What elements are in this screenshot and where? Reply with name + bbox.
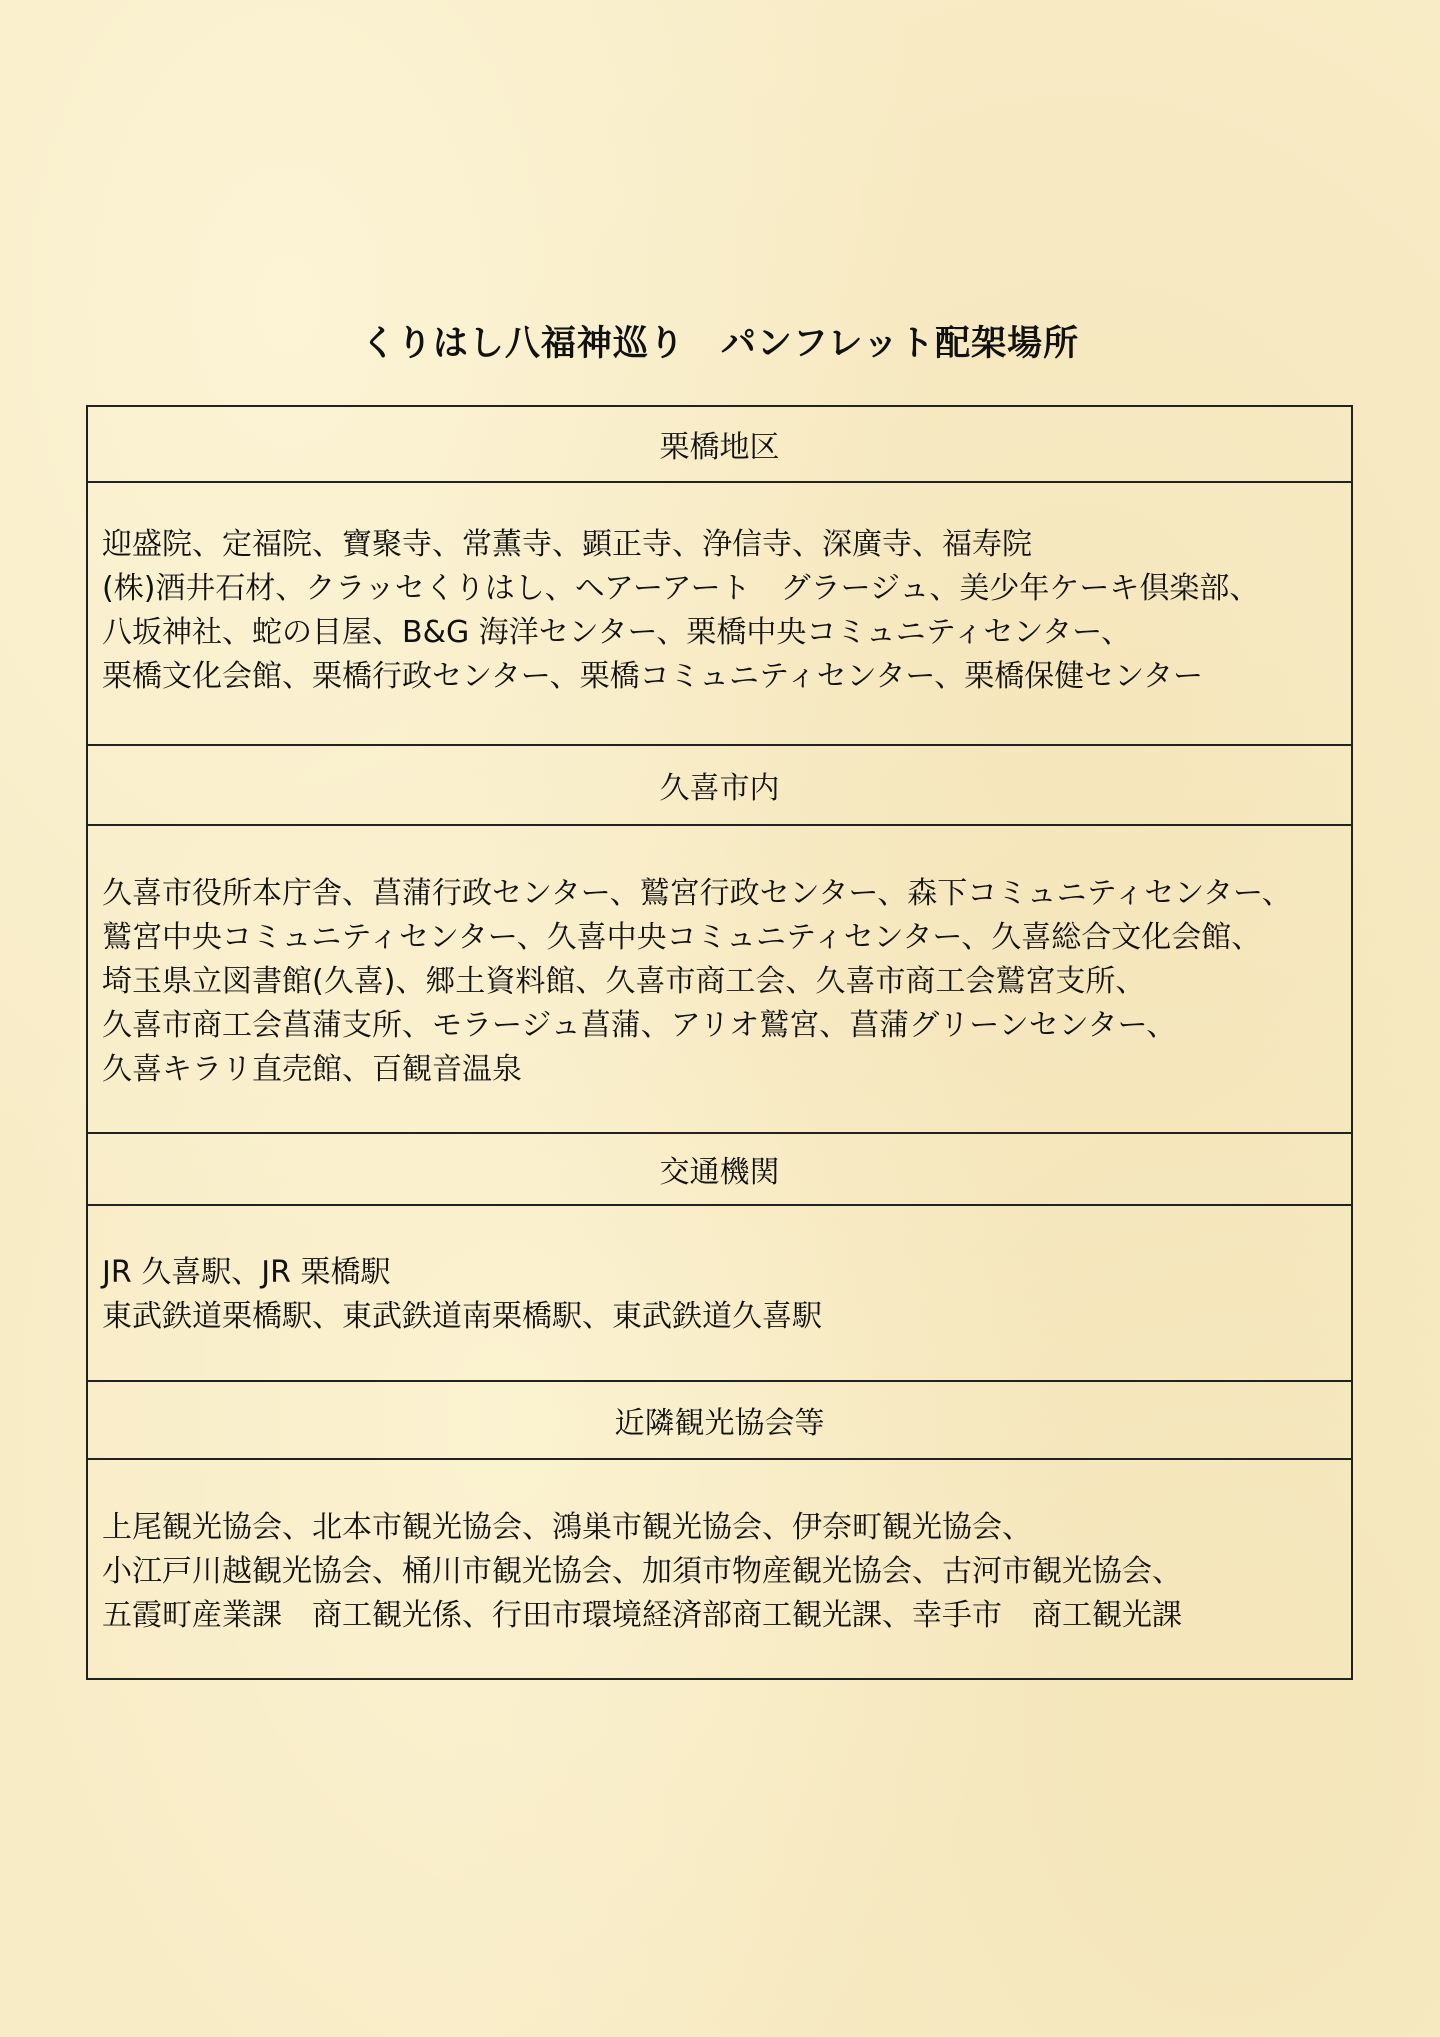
location-line: 迎盛院、定福院、寶聚寺、常薫寺、顕正寺、浄信寺、深廣寺、福寿院: [102, 527, 1032, 562]
section-body-kuki-city: [88, 826, 1351, 1134]
section-body-tourism-associations: [88, 1460, 1351, 1678]
location-line: (株)酒井石材、クラッセくりはし、ヘアーアート グラージュ、美少年ケーキ倶楽部、: [102, 571, 1260, 606]
section-heading-transport: 交通機関: [88, 1134, 1351, 1206]
location-line: 八坂神社、蛇の目屋、B&G 海洋センター、栗橋中央コミュニティセンター、: [102, 615, 1131, 650]
page-title: くりはし八福神巡り パンフレット配架場所: [360, 324, 1080, 364]
section-body-transport: [88, 1206, 1351, 1382]
location-line: 久喜市商工会菖蒲支所、モラージュ菖蒲、アリオ鷲宮、菖蒲グリーンセンター、: [102, 1008, 1177, 1043]
location-line: 埼玉県立図書館(久喜)、郷土資料館、久喜市商工会、久喜市商工会鷲宮支所、: [102, 964, 1146, 999]
location-line: 東武鉄道栗橋駅、東武鉄道南栗橋駅、東武鉄道久喜駅: [102, 1299, 822, 1334]
location-line: JR 久喜駅、JR 栗橋駅: [102, 1255, 391, 1290]
section-heading-kuki-city: 久喜市内: [88, 746, 1351, 826]
location-line: 上尾観光協会、北本市観光協会、鴻巣市観光協会、伊奈町観光協会、: [102, 1510, 1032, 1545]
location-line: 五霞町産業課 商工観光係、行田市環境経済部商工観光課、幸手市 商工観光課: [102, 1598, 1182, 1633]
location-line: 鷲宮中央コミュニティセンター、久喜中央コミュニティセンター、久喜総合文化会館、: [102, 920, 1262, 955]
section-body-kurihashi: [88, 483, 1351, 746]
location-line: 小江戸川越観光協会、桶川市観光協会、加須市物産観光協会、古河市観光協会、: [102, 1554, 1182, 1589]
locations-table: [86, 405, 1353, 1680]
section-heading-kurihashi: 栗橋地区: [88, 407, 1351, 483]
location-line: 久喜キラリ直売館、百観音温泉: [102, 1052, 522, 1087]
location-line: 久喜市役所本庁舎、菖蒲行政センター、鷲宮行政センター、森下コミュニティセンター、: [102, 876, 1292, 911]
section-heading-tourism-associations: 近隣観光協会等: [88, 1382, 1351, 1460]
location-line: 栗橋文化会館、栗橋行政センター、栗橋コミュニティセンター、栗橋保健センター: [102, 659, 1203, 694]
